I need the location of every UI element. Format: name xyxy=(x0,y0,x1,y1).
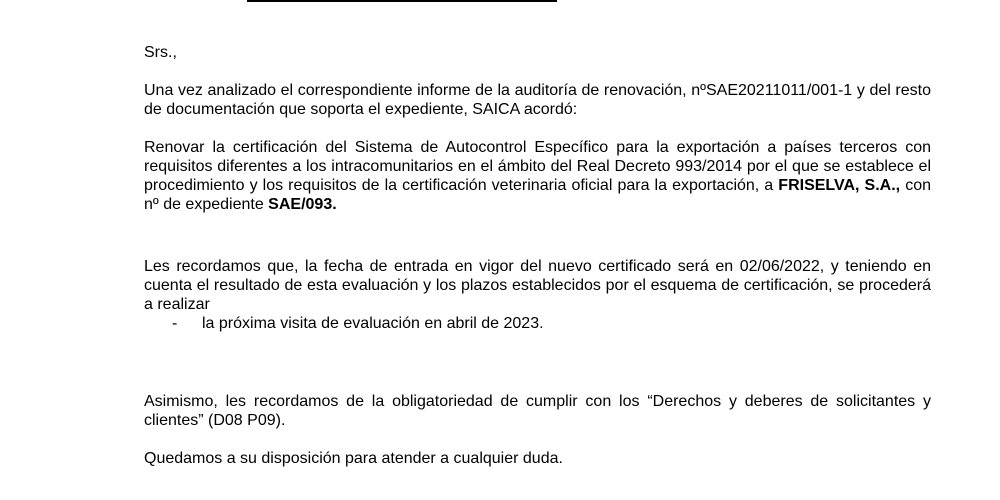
closing-line: Quedamos a su disposición para atender a cualquier duda. xyxy=(144,450,563,467)
header-rule xyxy=(247,0,557,2)
paragraph-certification-renewal xyxy=(144,138,931,214)
paragraph-audit-report: Una vez analizado el correspondiente informe de la auditoría de renovación, nºSAE20211011/001-1 y del resto de documentación que soporta el expediente, SAICA acordó: xyxy=(144,82,931,118)
renewal-middle-text: con nº de expediente xyxy=(144,177,931,213)
renewal-text: Renovar la certificación del Sistema de Autocontrol Específico para la exportación a países terceros con requisitos diferentes a los intracomunitarios en el ámbito del Real Decreto 993/2014 por el que se establece el procedimiento y los requisitos de la certificación veterinaria oficial para la exportación, a xyxy=(144,139,931,194)
paragraph-rights-duties: Asimismo, les recordamos de la obligatoriedad de cumplir con los “Derechos y deberes de solicitantes y clientes” (D08 P09). xyxy=(144,393,931,429)
company-name: FRISELVA, S.A., xyxy=(778,177,901,194)
bullet-text: la próxima visita de evaluación en abril de 2023. xyxy=(202,315,544,332)
bullet-item xyxy=(172,314,544,333)
paragraph-effective-date: Les recordamos que, la fecha de entrada en vigor del nuevo certificado será en 02/06/2022, y teniendo en cuenta el resultado de esta evaluación y los plazos establecidos por el esquema de certificación, se procederá a realizar xyxy=(144,258,931,313)
bullet-marker: - xyxy=(172,315,178,332)
file-number: SAE/093. xyxy=(268,196,337,213)
greeting: Srs., xyxy=(144,44,177,61)
